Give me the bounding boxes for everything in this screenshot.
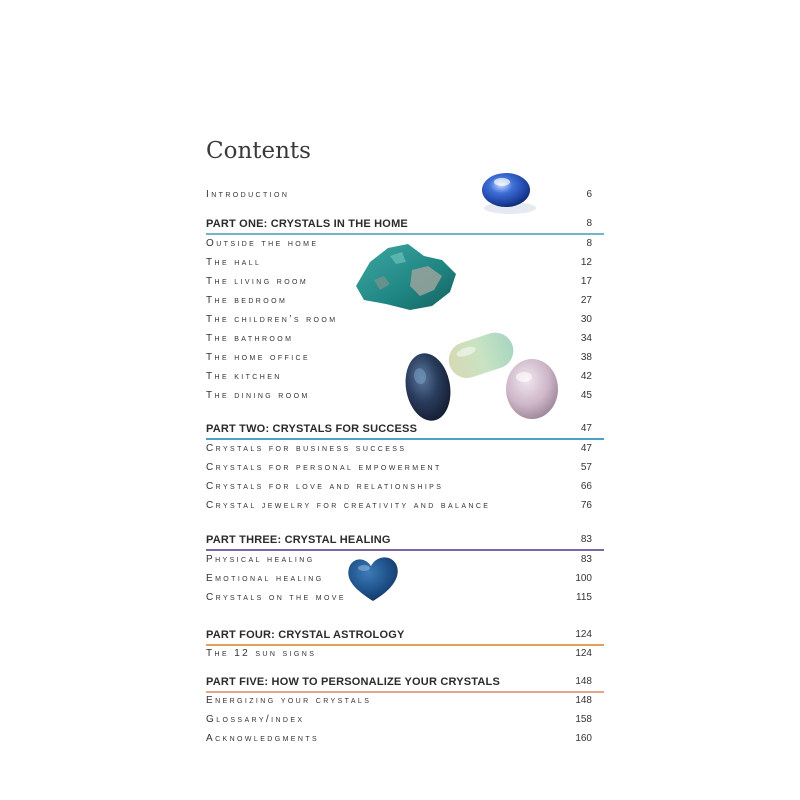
part-page: 8 <box>586 218 592 229</box>
toc-entry-label: The 12 sun signs <box>206 648 317 659</box>
part-three-heading[interactable] <box>206 532 604 552</box>
toc-entry-page: 66 <box>580 481 592 492</box>
part-title: PART ONE: CRYSTALS IN THE HOME <box>206 218 408 230</box>
tumbled-stones-image <box>402 325 562 425</box>
part-title: PART THREE: CRYSTAL HEALING <box>206 534 391 546</box>
toc-entry-page: 8 <box>586 238 592 249</box>
toc-entry-page: 45 <box>580 390 592 401</box>
part-title: PART FOUR: CRYSTAL ASTROLOGY <box>206 629 405 641</box>
toc-entry-label: The dining room <box>206 390 310 401</box>
toc-entry-label: The bathroom <box>206 333 294 344</box>
toc-entry-label: Emotional healing <box>206 573 324 584</box>
toc-entry-page: 27 <box>580 295 592 306</box>
turquoise-crystal-image <box>350 240 462 314</box>
part-divider <box>206 233 604 235</box>
part-divider <box>206 549 604 551</box>
part-title: PART FIVE: HOW TO PERSONALIZE YOUR CRYSTALS <box>206 676 501 688</box>
toc-entry-label: Physical healing <box>206 554 315 565</box>
part-one-heading[interactable] <box>206 216 604 236</box>
part-page: 47 <box>580 423 592 434</box>
blue-cabochon-crystal-image <box>474 168 542 216</box>
toc-entry[interactable] <box>206 731 592 747</box>
toc-entry-page: 83 <box>580 554 592 565</box>
toc-entry[interactable] <box>206 441 592 457</box>
toc-entry-page: 124 <box>575 648 592 659</box>
part-page: 124 <box>575 629 592 640</box>
part-title: PART TWO: CRYSTALS FOR SUCCESS <box>206 423 418 435</box>
heart-crystal-image <box>344 554 402 604</box>
toc-entry-label: The living room <box>206 276 309 287</box>
toc-entry-label: The home office <box>206 352 311 363</box>
toc-entry[interactable] <box>206 479 592 495</box>
toc-entry-page: 30 <box>580 314 592 325</box>
toc-entry-label: Glossary/index <box>206 714 305 725</box>
toc-entry-page: 160 <box>575 733 592 744</box>
toc-entry-label: Crystals for personal empowerment <box>206 462 442 473</box>
toc-entry-label: Crystals on the move <box>206 592 346 603</box>
toc-entry-page: 100 <box>575 573 592 584</box>
toc-entry-page: 158 <box>575 714 592 725</box>
toc-entry-page: 47 <box>580 443 592 454</box>
toc-entry-label: Acknowledgments <box>206 733 320 744</box>
toc-entry-page: 148 <box>575 695 592 706</box>
toc-entry-label: Introduction <box>206 189 290 200</box>
toc-entry-label: The hall <box>206 257 262 268</box>
toc-entry-page: 6 <box>586 189 592 200</box>
part-five-heading[interactable] <box>206 674 604 694</box>
part-page: 83 <box>580 534 592 545</box>
toc-entry-label: The children’s room <box>206 314 338 325</box>
toc-entry-page: 76 <box>580 500 592 511</box>
toc-entry-page: 115 <box>576 592 592 603</box>
toc-entry-page: 38 <box>580 352 592 363</box>
toc-entry-page: 42 <box>580 371 592 382</box>
toc-entry-page: 12 <box>580 257 592 268</box>
toc-entry-label: The bedroom <box>206 295 288 306</box>
toc-entry[interactable] <box>206 460 592 476</box>
toc-entry[interactable] <box>206 712 592 728</box>
toc-entry[interactable] <box>206 498 592 514</box>
part-page: 148 <box>575 676 592 687</box>
part-divider <box>206 438 604 440</box>
toc-entry-label: Energizing your crystals <box>206 695 372 706</box>
part-four-heading[interactable] <box>206 627 604 647</box>
toc-entry-page: 57 <box>580 462 592 473</box>
toc-entry[interactable] <box>206 646 592 662</box>
toc-entry-page: 17 <box>580 276 592 287</box>
toc-entry-label: Outside the home <box>206 238 319 249</box>
page-title: Contents <box>206 138 311 164</box>
toc-entry-label: Crystals for business success <box>206 443 407 454</box>
toc-entry-label: Crystals for love and relationships <box>206 481 444 492</box>
toc-entry-label: Crystal jewelry for creativity and balance <box>206 500 491 511</box>
toc-entry[interactable] <box>206 693 592 709</box>
toc-entry-page: 34 <box>580 333 592 344</box>
toc-entry-label: The kitchen <box>206 371 282 382</box>
